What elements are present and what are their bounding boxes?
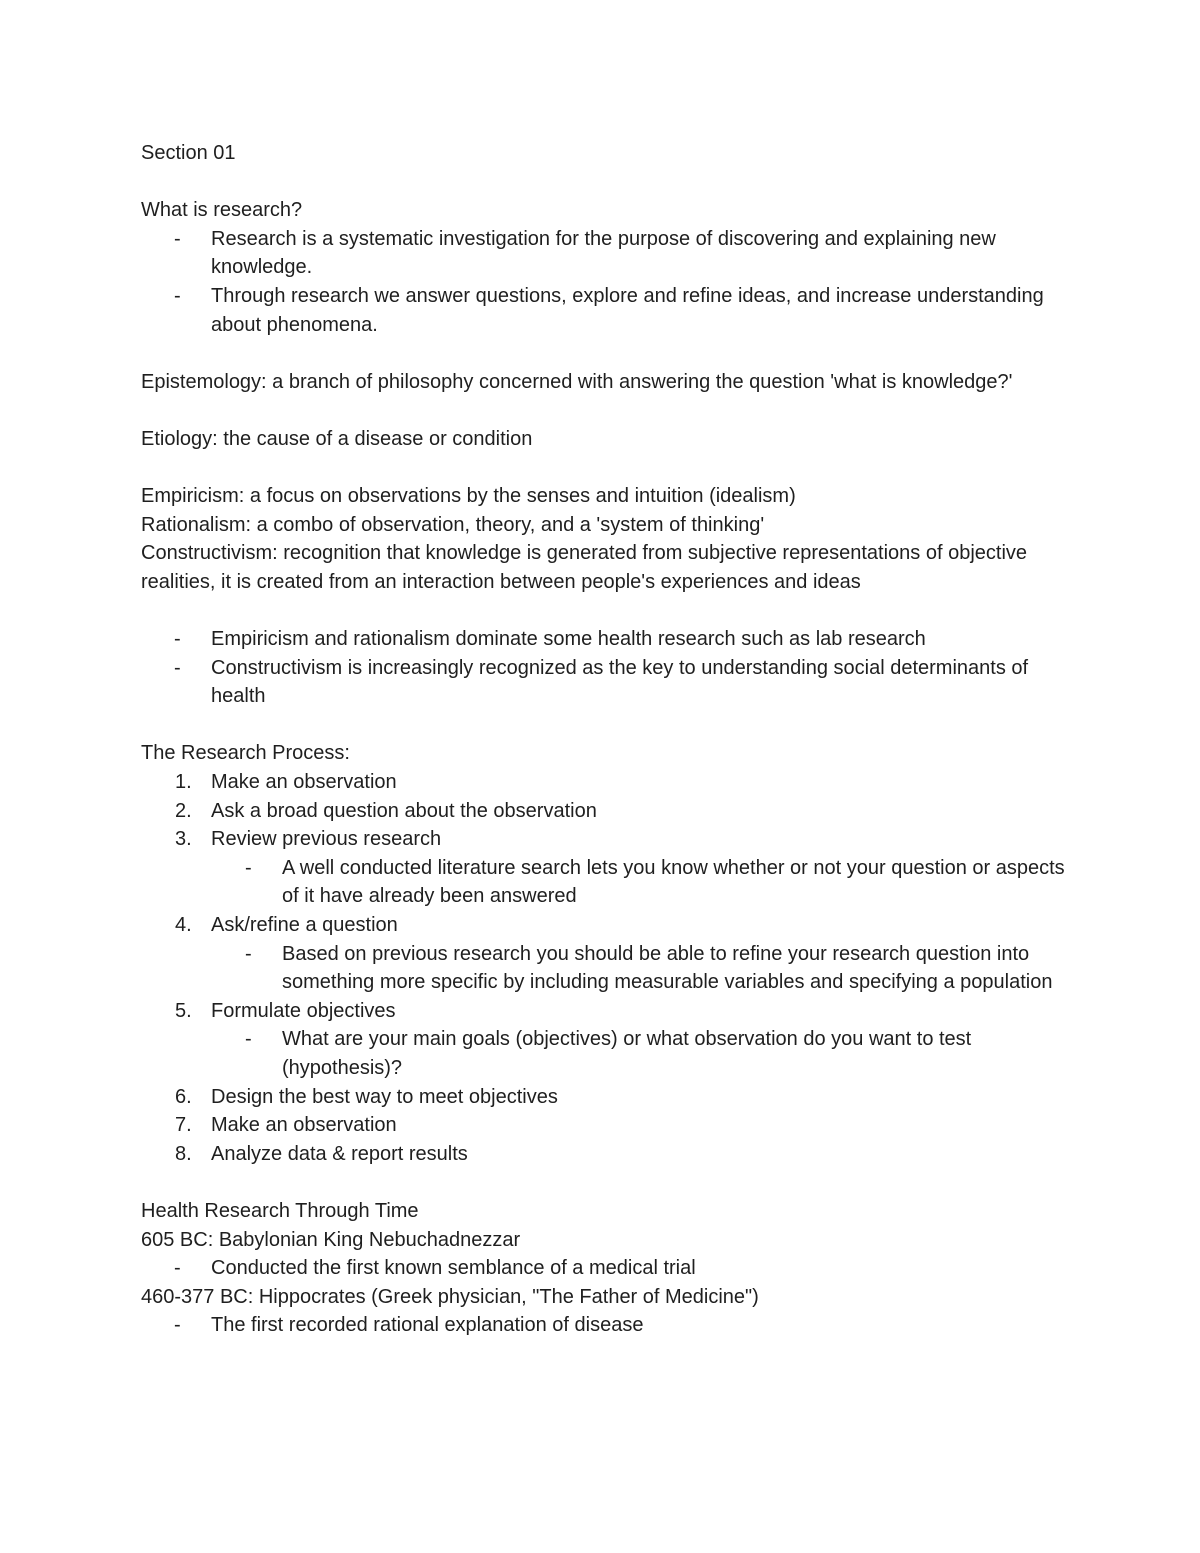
- process-step: [141, 1083, 1071, 1112]
- step-note: [141, 1025, 1071, 1082]
- empiricism-definition: Empiricism: a focus on observations by the senses and intuition (idealism): [141, 485, 796, 508]
- step-number: 7.: [175, 1114, 192, 1137]
- step-number: 4.: [175, 914, 192, 937]
- constructivism-definition: Constructivism: recognition that knowledge is generated from subjective representations of objective realities, it is created from an interaction between people's experiences and ideas: [141, 542, 1028, 593]
- bullet-text: Conducted the first known semblance of a medical trial: [211, 1257, 696, 1280]
- step-text: Ask a broad question about the observation: [211, 799, 597, 822]
- note-text: A well conducted literature search lets you know whether or not your question or aspects of it have already been answered: [282, 856, 1065, 908]
- epistemology-definition: Epistemology: a branch of philosophy concerned with answering the question 'what is knowledge?': [141, 370, 1013, 393]
- dash-bullet: -: [174, 1314, 181, 1337]
- list-item: [141, 1254, 1071, 1283]
- research-question: What is research?: [141, 199, 303, 222]
- dash-bullet: -: [245, 942, 252, 965]
- history-title: Health Research Through Time: [141, 1199, 419, 1222]
- list-item: [141, 1311, 1071, 1340]
- step-note: [141, 854, 1071, 911]
- bullet-text: Constructivism is increasingly recognized as the key to understanding social determinants of health: [211, 656, 1029, 708]
- process-step: [141, 768, 1071, 797]
- dash-bullet: -: [245, 1028, 252, 1051]
- bullet-text: Research is a systematic investigation for the purpose of discovering and explaining new knowledge.: [211, 227, 996, 279]
- step-number: 3.: [175, 828, 192, 851]
- step-text: Analyze data & report results: [211, 1142, 468, 1165]
- step-text: Ask/refine a question: [211, 914, 398, 937]
- spacer: [141, 168, 1071, 197]
- bullet-text: The first recorded rational explanation of disease: [211, 1314, 644, 1337]
- process-step: [141, 911, 1071, 940]
- step-number: 2.: [175, 799, 192, 822]
- process-step: [141, 825, 1071, 854]
- step-number: 6.: [175, 1085, 192, 1108]
- research-process-title: The Research Process:: [141, 742, 350, 765]
- step-number: 5.: [175, 999, 192, 1022]
- bullet-text: Through research we answer questions, explore and refine ideas, and increase understanding about phenomena.: [211, 284, 1044, 336]
- process-step: [141, 1111, 1071, 1140]
- note-text: What are your main goals (objectives) or what observation do you want to test (hypothesis)?: [282, 1028, 972, 1079]
- list-item: [141, 225, 1071, 282]
- list-item: [141, 282, 1071, 339]
- bullet-text: Empiricism and rationalism dominate some health research such as lab research: [211, 628, 926, 651]
- step-number: 8.: [175, 1142, 192, 1165]
- list-item: [141, 654, 1071, 711]
- process-step: [141, 1140, 1071, 1169]
- etiology-definition: Etiology: the cause of a disease or condition: [141, 427, 533, 450]
- dash-bullet: -: [174, 628, 181, 651]
- step-text: Make an observation: [211, 771, 397, 794]
- note-text: Based on previous research you should be able to refine your research question into something more specific by including measurable variables and specifying a population: [282, 942, 1053, 994]
- history-entry-heading: 460-377 BC: Hippocrates (Greek physician, "The Father of Medicine"): [141, 1285, 759, 1308]
- spacer: [141, 454, 1071, 483]
- step-note: [141, 940, 1071, 997]
- dash-bullet: -: [174, 227, 181, 250]
- spacer: [141, 711, 1071, 740]
- dash-bullet: -: [245, 856, 252, 879]
- process-step: [141, 797, 1071, 826]
- rationalism-definition: Rationalism: a combo of observation, theory, and a 'system of thinking': [141, 513, 765, 536]
- document-body: [141, 139, 1071, 1340]
- dash-bullet: -: [174, 284, 181, 307]
- step-number: 1.: [175, 771, 192, 794]
- step-text: Formulate objectives: [211, 999, 396, 1022]
- spacer: [141, 396, 1071, 425]
- step-text: Design the best way to meet objectives: [211, 1085, 558, 1108]
- step-text: Make an observation: [211, 1114, 397, 1137]
- dash-bullet: -: [174, 656, 181, 679]
- step-text: Review previous research: [211, 828, 442, 851]
- dash-bullet: -: [174, 1257, 181, 1280]
- history-entry-heading: 605 BC: Babylonian King Nebuchadnezzar: [141, 1228, 521, 1251]
- spacer: [141, 339, 1071, 368]
- list-item: [141, 625, 1071, 654]
- spacer: [141, 597, 1071, 626]
- process-step: [141, 997, 1071, 1026]
- section-heading: Section 01: [141, 142, 236, 164]
- spacer: [141, 1168, 1071, 1197]
